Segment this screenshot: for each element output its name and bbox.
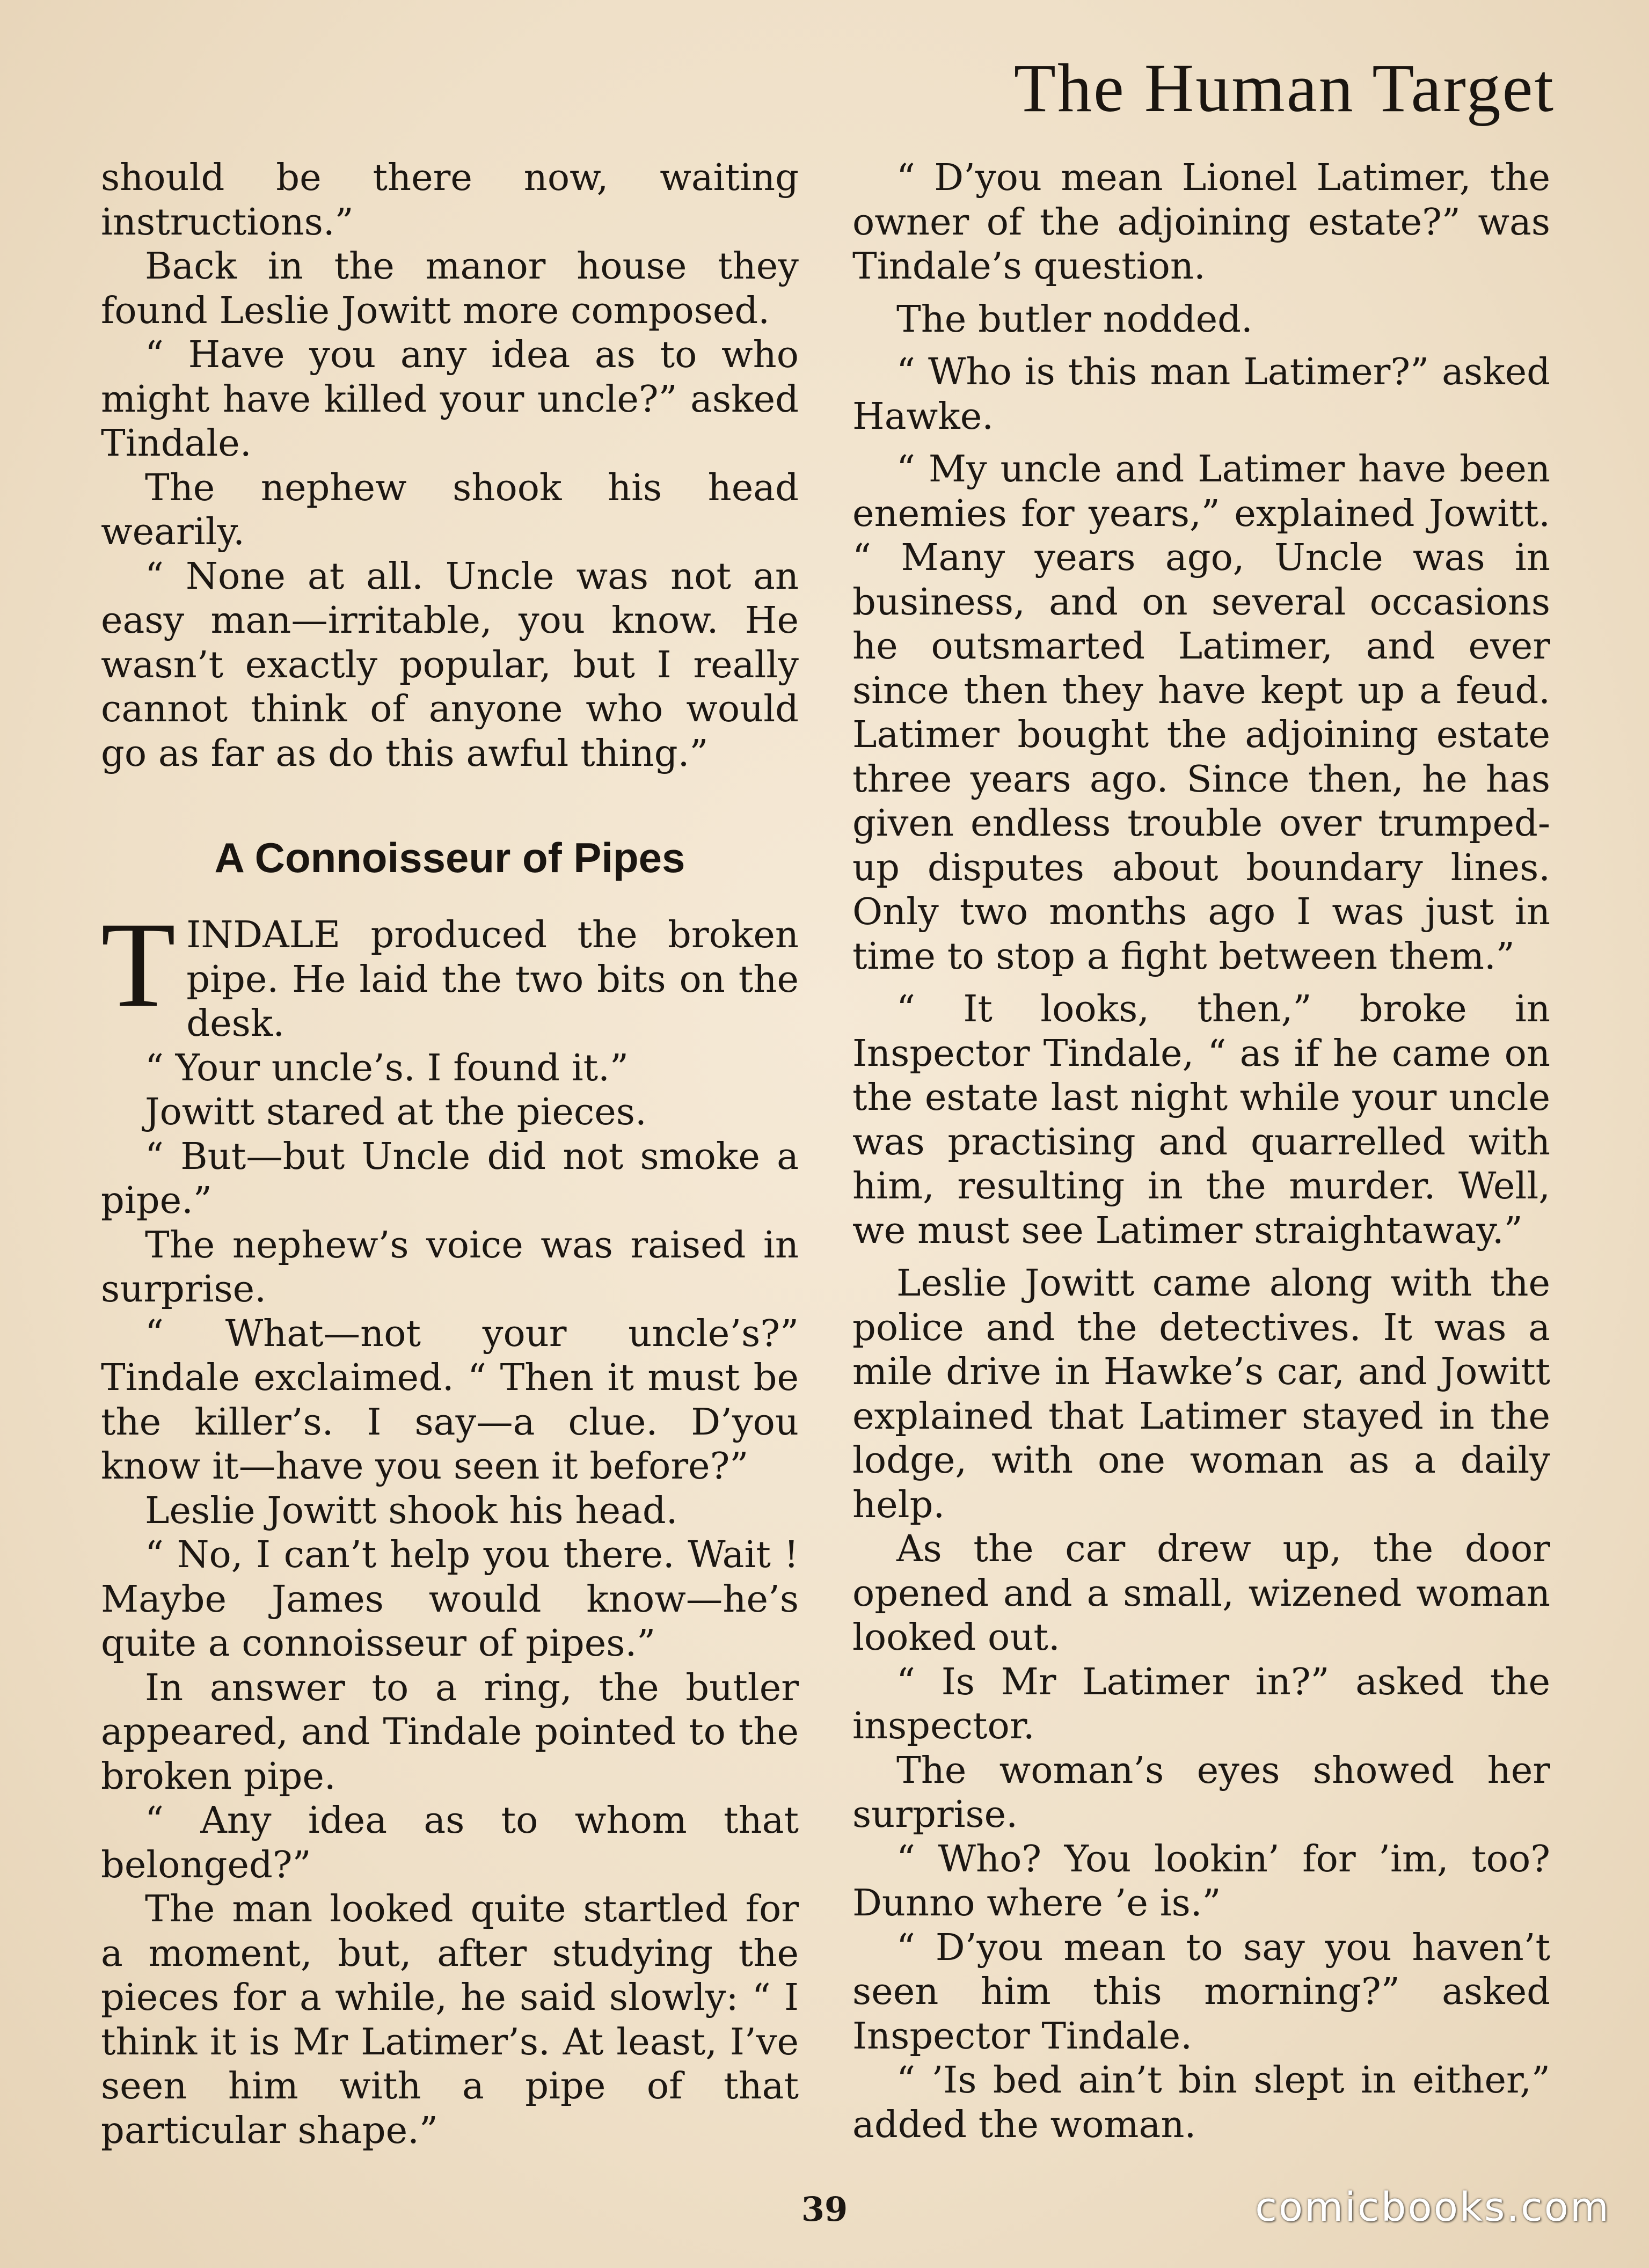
paragraph: “ Is Mr Latimer in?” asked the inspector. bbox=[852, 1660, 1550, 1747]
paragraph: As the car drew up, the door opened and a small, wizened woman looked out. bbox=[852, 1527, 1550, 1659]
paragraph: Leslie Jowitt came along with the police and the detectives. It was a mile drive in Hawke’s car, and Jowitt explained that Latimer stayed in the lodge, with one woman as a daily help. bbox=[852, 1262, 1550, 1526]
paragraph: The man looked quite startled for a moment, but, after studying the pieces for a while, he said slowly: “ I think it is Mr Latimer’s. At least, I’ve seen him with a pipe of that particular shape.” bbox=[101, 1887, 799, 2152]
paragraph: “ D’you mean to say you haven’t seen him this morning?” asked Inspector Tindale. bbox=[852, 1926, 1550, 2058]
paragraph: “ Your uncle’s. I found it.” bbox=[145, 1046, 629, 1089]
paragraph: “ What—not your uncle’s?” Tindale exclaimed. “ Then it must be the killer’s. I say—a clue. D’you know it—have you seen it before?” bbox=[101, 1312, 799, 1488]
left-column bbox=[101, 156, 799, 2153]
paragraph: The butler nodded. bbox=[896, 297, 1253, 341]
paragraph: “ Who is this man Latimer?” asked Hawke. bbox=[852, 350, 1550, 438]
dropcap-paragraph-text: INDALE produced the broken pipe. He laid the two bits on the desk. bbox=[186, 913, 799, 1045]
section-subheading: A Connoisseur of Pipes bbox=[214, 834, 685, 881]
paragraph: “ But—but Uncle did not smoke a pipe.” bbox=[101, 1135, 799, 1222]
paragraph: Jowitt stared at the pieces. bbox=[145, 1091, 647, 1133]
paragraph: “ Any idea as to whom that belonged?” bbox=[101, 1799, 799, 1886]
paragraph: “ It looks, then,” broke in Inspector Tindale, “ as if he came on the estate last night while your uncle was practising and quarrelled with him, resulting in the murder. Well, we must see Latimer straightaway.” bbox=[852, 987, 1550, 1252]
paragraph: The nephew’s voice was raised in surprise. bbox=[101, 1223, 799, 1311]
paragraph: should be there now, waiting instructions.” bbox=[101, 156, 799, 244]
paragraph: In answer to a ring, the butler appeared, and Tindale pointed to the broken pipe. bbox=[101, 1666, 799, 1798]
paragraph: Leslie Jowitt shook his head. bbox=[145, 1489, 678, 1532]
paragraph: “ Have you any idea as to who might have killed your uncle?” asked Tindale. bbox=[101, 333, 799, 465]
page-title: The Human Target bbox=[1013, 50, 1555, 126]
paragraph: “ None at all. Uncle was not an easy man—irritable, you know. He wasn’t exactly popular, but I really cannot think of anyone who would go as far as do this awful thing.” bbox=[101, 554, 799, 775]
paragraph: “ D’you mean Lionel Latimer, the owner of the adjoining estate?” was Tindale’s question. bbox=[852, 156, 1550, 288]
paragraph: The woman’s eyes showed her surprise. bbox=[852, 1748, 1550, 1836]
drop-cap: T bbox=[101, 897, 176, 1033]
paragraph: The nephew shook his head wearily. bbox=[101, 466, 799, 553]
paragraph: “ No, I can’t help you there. Wait ! Maybe James would know—he’s quite a connoisseur of pipes.” bbox=[101, 1533, 799, 1665]
paragraph-with-dropcap bbox=[101, 897, 799, 1046]
paragraph: “ My uncle and Latimer have been enemies for years,” explained Jowitt. “ Many years ago, Uncle was in business, and on several occasions he outsmarted Latimer, and ever since then they have kept up a feud. Latimer bought the adjoining estate three years ago. Since then, he has given endless trouble over trumped-up disputes about boundary lines. Only two months ago I was just in time to stop a fight between them.” bbox=[852, 448, 1550, 978]
page-number: 39 bbox=[801, 2190, 848, 2229]
paragraph: “ Who? You lookin’ for ’im, too? Dunno where ’e is.” bbox=[852, 1837, 1550, 1925]
paragraph: Back in the manor house they found Leslie Jowitt more composed. bbox=[101, 245, 799, 332]
paragraph: “ ’Is bed ain’t bin slept in either,” added the woman. bbox=[852, 2059, 1550, 2146]
source-watermark: comicbooks.com bbox=[1255, 2184, 1610, 2230]
right-column bbox=[852, 156, 1550, 2147]
